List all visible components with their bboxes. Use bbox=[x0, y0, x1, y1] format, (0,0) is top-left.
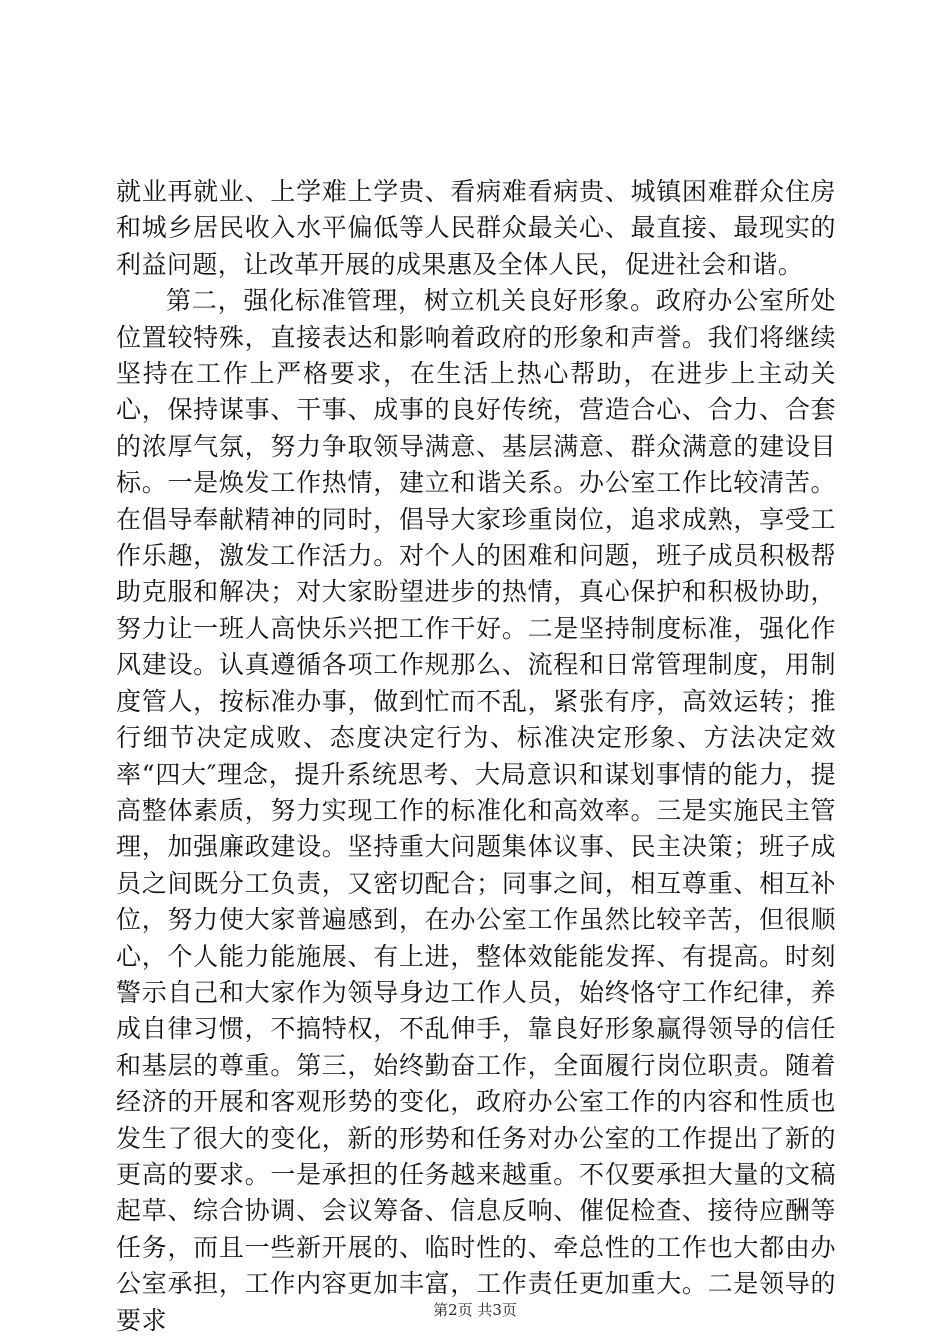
paragraph-continued: 就业再就业、上学难上学贵、看病难看病贵、城镇困难群众住房和城乡居民收入水平偏低等人民群众最关心、最直接、最现实的利益问题，让改革开展的成果惠及全体人民，促进社会和谐。 bbox=[116, 177, 836, 279]
document-body bbox=[116, 174, 836, 1339]
page-number-label: 第2页 共3页 bbox=[433, 1301, 517, 1319]
page-footer bbox=[0, 1300, 950, 1320]
paragraph-second-point: 第二，强化标准管理，树立机关良好形象。政府办公室所处位置较特殊，直接表达和影响着政府的形象和声誉。我们将继续坚持在工作上严格要求，在生活上热心帮助，在进步上主动关心，保持谋事、干事、成事的良好传统，营造合心、合力、合套的浓厚气氛，努力争取领导满意、基层满意、群众满意的建设目标。一是焕发工作热情，建立和谐关系。办公室工作比较清苦。在倡导奉献精神的同时，倡导大家珍重岗位，追求成熟，享受工作乐趣，激发工作活力。对个人的困难和问题，班子成员积极帮助克服和解决；对大家盼望进步的热情，真心保护和积极协助，努力让一班人高快乐兴把工作干好。二是坚持制度标准，强化作风建设。认真遵循各项工作规那么、流程和日常管理制度，用制度管人，按标准办事，做到忙而不乱，紧张有序，高效运转；推行细节决定成败、态度决定行为、标准决定形象、方法决定效率“四大″理念，提升系统思考、大局意识和谋划事情的能力，提高整体素质，努力实现工作的标准化和高效率。三是实施民主管理，加强廉政建设。坚持重大问题集体议事、民主决策；班子成员之间既分工负责，又密切配合；同事之间，相互尊重、相互补位，努力使大家普遍感到，在办公室工作虽然比较辛苦，但很顺心，个人能力能施展、有上进，整体效能能发挥、有提高。时刻警示自己和大家作为领导身边工作人员，始终恪守工作纪律，养成自律习惯，不搞特权，不乱伸手，靠良好形象赢得领导的信任和基层的尊重。第三，始终勤奋工作，全面履行岗位职责。随着经济的开展和客观形势的变化，政府办公室工作的内容和性质也发生了很大的变化，新的形势和任务对办公室的工作提出了新的更高的要求。一是承担的任务越来越重。不仅要承担大量的文稿起草、综合协调、会议筹备、信息反响、催促检查、接待应酬等任务，而且一些新开展的、临时性的、牵总性的工作也大都由办公室承担，工作内容更加丰富，工作责任更加重大。二是领导的要求 bbox=[116, 286, 836, 1335]
